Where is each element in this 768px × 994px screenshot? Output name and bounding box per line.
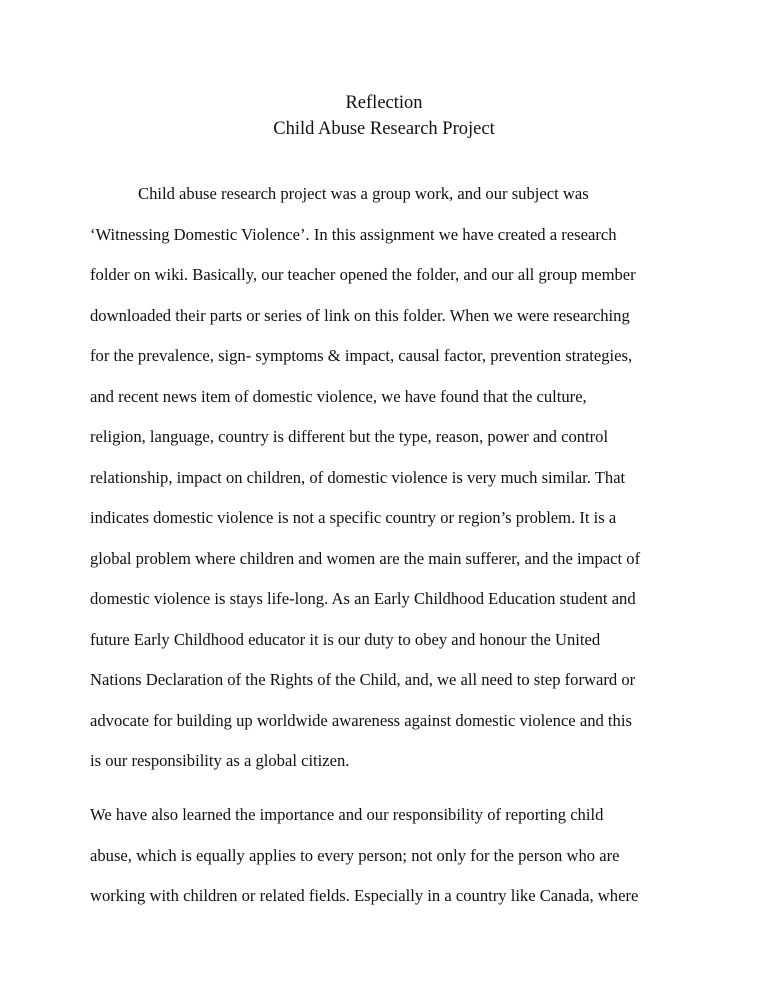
paragraph-line: religion, language, country is different but the type, reason, power and control xyxy=(90,427,609,446)
paragraph-line: domestic violence is stays life-long. As an Early Childhood Education student and xyxy=(90,589,636,608)
paragraph-line: advocate for building up worldwide awareness against domestic violence and this xyxy=(90,711,632,730)
paragraph-line: working with children or related fields. Especially in a country like Canada, where xyxy=(90,886,639,905)
page-subtitle: Child Abuse Research Project xyxy=(273,119,495,139)
paragraph-line: downloaded their parts or series of link on this folder. When we were researching xyxy=(90,306,630,325)
paragraph-line: relationship, impact on children, of domestic violence is very much similar. That xyxy=(90,468,626,487)
paragraph-line: for the prevalence, sign- symptoms & impact, causal factor, prevention strategies, xyxy=(90,346,633,365)
paragraph-line: and recent news item of domestic violence, we have found that the culture, xyxy=(90,387,587,406)
paragraph-line: abuse, which is equally applies to every person; not only for the person who are xyxy=(90,846,620,865)
paragraph-line: future Early Childhood educator it is our duty to obey and honour the United xyxy=(90,630,601,649)
paragraph-line: ‘Witnessing Domestic Violence’. In this assignment we have created a research xyxy=(90,225,617,244)
paragraph-line: is our responsibility as a global citizen. xyxy=(90,751,350,770)
page-title: Reflection xyxy=(345,93,423,113)
paragraph-line: folder on wiki. Basically, our teacher opened the folder, and our all group member xyxy=(90,265,636,284)
paragraph-line: We have also learned the importance and our responsibility of reporting child xyxy=(90,805,604,824)
paragraph-line: indicates domestic violence is not a specific country or region’s problem. It is a xyxy=(90,508,617,527)
paragraph-line: Nations Declaration of the Rights of the Child, and, we all need to step forward or xyxy=(90,670,636,689)
paragraph-line: Child abuse research project was a group work, and our subject was xyxy=(138,184,589,203)
paragraph-line: global problem where children and women are the main sufferer, and the impact of xyxy=(90,549,641,568)
